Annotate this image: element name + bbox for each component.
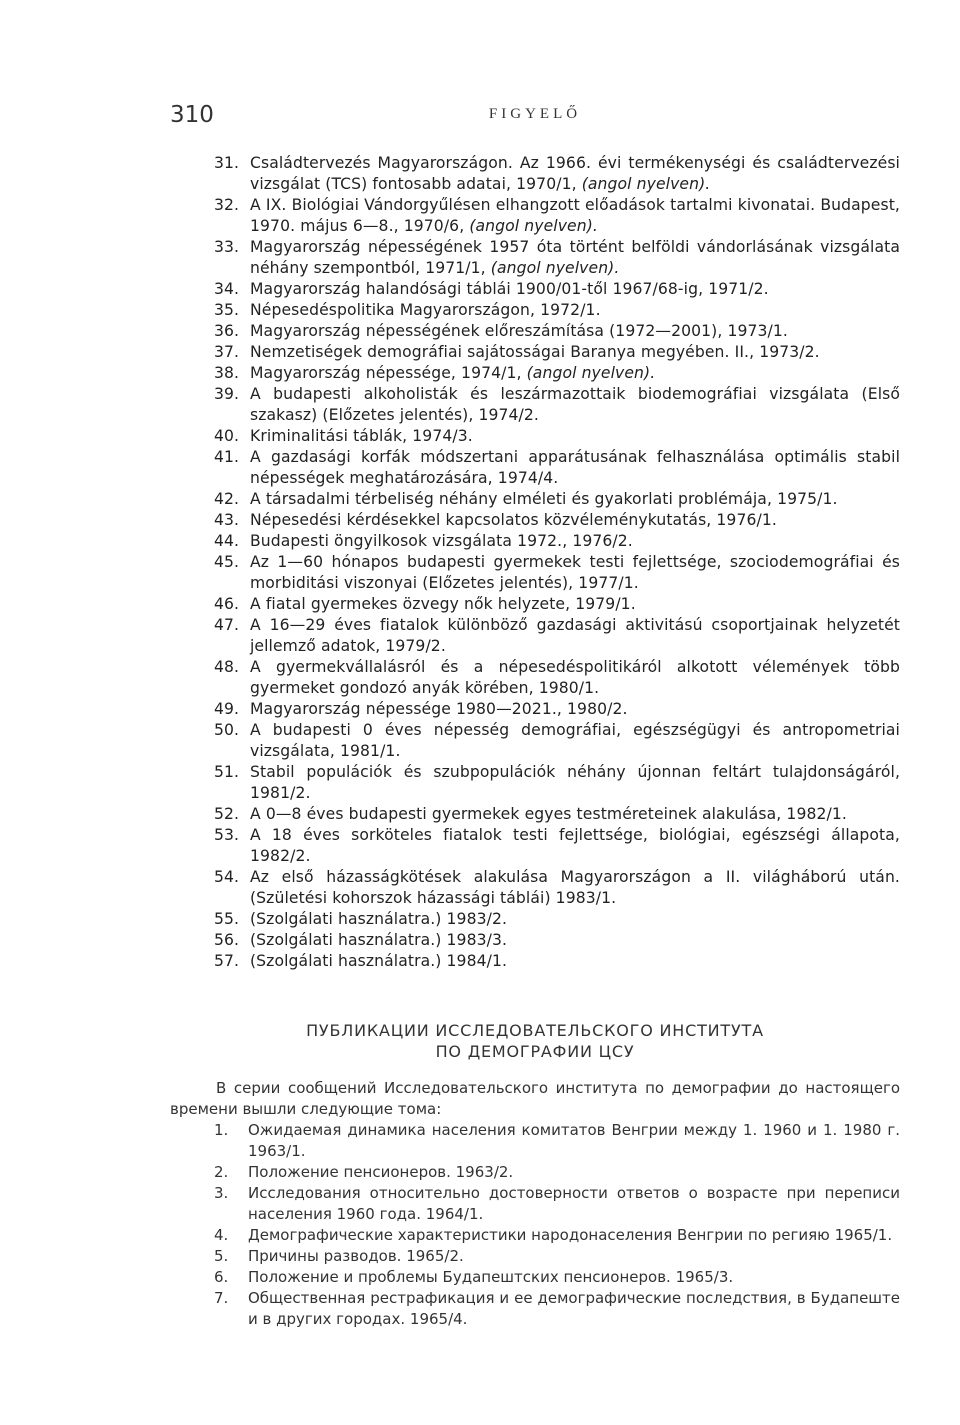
item-text: A társadalmi térbeliség néhány elméleti és gyakorlati problémája, 1975/1. xyxy=(250,490,838,508)
item-text: Kriminalitási táblák, 1974/3. xyxy=(250,427,473,445)
item-number: 54. xyxy=(214,868,240,886)
item-number: 53. xyxy=(214,826,240,844)
item-number: 57. xyxy=(214,952,240,970)
item-text: Nemzetiségek demográfiai sajátosságai Baranya megyében. II., 1973/2. xyxy=(250,343,820,361)
item-number: 46. xyxy=(214,595,240,613)
list-item xyxy=(214,153,900,195)
list-item xyxy=(214,510,900,531)
item-number: 41. xyxy=(214,448,240,466)
item-text: Исследования относительно достоверности ответов о возрасте при переписи населения 1960 года. 1964/1. xyxy=(248,1184,900,1223)
item-language-note: (angol nyelven). xyxy=(469,217,598,235)
russian-heading-line-1: ПУБЛИКАЦИИ ИССЛЕДОВАТЕЛЬСКОГО ИНСТИТУТА xyxy=(306,1021,764,1040)
item-text: (Szolgálati használatra.) 1984/1. xyxy=(250,952,508,970)
item-number: 2. xyxy=(214,1163,229,1181)
item-number: 55. xyxy=(214,910,240,928)
russian-intro-paragraph: В серии сообщений Исследовательского института по демографии до настоящего времени вышли следующие тома: xyxy=(170,1079,900,1118)
list-item xyxy=(214,1267,900,1288)
item-text: A IX. Biológiai Vándorgyűlésen elhangzott előadások tartalmi kivonatai. Budapest, 1970. május 6—8., 1970/6, xyxy=(250,196,900,235)
item-number: 5. xyxy=(214,1247,229,1265)
list-item xyxy=(214,384,900,426)
hungarian-publication-list xyxy=(214,153,900,972)
list-item xyxy=(214,1162,900,1183)
item-number: 56. xyxy=(214,931,240,949)
list-item xyxy=(214,825,900,867)
list-item xyxy=(214,657,900,699)
item-number: 47. xyxy=(214,616,240,634)
list-item xyxy=(214,237,900,279)
item-text: Положение и проблемы Будапештских пенсионеров. 1965/3. xyxy=(248,1268,734,1286)
item-number: 39. xyxy=(214,385,240,403)
item-number: 51. xyxy=(214,763,240,781)
item-language-note: (angol nyelven). xyxy=(581,175,711,193)
item-text: A 0—8 éves budapesti gyermekek egyes testméreteinek alakulása, 1982/1. xyxy=(250,805,847,823)
item-text: Причины разводов. 1965/2. xyxy=(248,1247,464,1265)
item-text: (Szolgálati használatra.) 1983/2. xyxy=(250,910,508,928)
russian-heading-line-2: ПО ДЕМОГРАФИИ ЦСУ xyxy=(435,1042,635,1061)
item-number: 31. xyxy=(214,154,240,172)
item-text: Magyarország halandósági táblái 1900/01-től 1967/68-ig, 1971/2. xyxy=(250,280,769,298)
item-text: Népesedési kérdésekkel kapcsolatos közvéleménykutatás, 1976/1. xyxy=(250,511,777,529)
list-item xyxy=(214,909,900,930)
item-number: 38. xyxy=(214,364,240,382)
item-number: 33. xyxy=(214,238,240,256)
russian-publication-list xyxy=(214,1120,900,1330)
item-text: A gyermekvállalásról és a népesedéspolitikáról alkotott vélemények több gyermeket gondozó anyák körében, 1980/1. xyxy=(250,658,900,697)
list-item xyxy=(214,1120,900,1162)
item-text: Népesedéspolitika Magyarországon, 1972/1. xyxy=(250,301,601,319)
item-text: Budapesti öngyilkosok vizsgálata 1972., 1976/2. xyxy=(250,532,633,550)
item-number: 1. xyxy=(214,1121,229,1139)
item-number: 35. xyxy=(214,301,240,319)
list-item xyxy=(214,762,900,804)
list-item xyxy=(214,1225,900,1246)
list-item xyxy=(214,1183,900,1225)
item-text: A 16—29 éves fiatalok különböző gazdasági aktivitású csoportjainak helyzetét jellemző adatok, 1979/2. xyxy=(250,616,900,655)
list-item xyxy=(214,279,900,300)
item-number: 45. xyxy=(214,553,240,571)
item-number: 6. xyxy=(214,1268,229,1286)
item-number: 37. xyxy=(214,343,240,361)
list-item xyxy=(214,426,900,447)
item-number: 34. xyxy=(214,280,240,298)
item-text: Magyarország népességének 1957 óta történt belföldi vándorlásának vizsgálata néhány szempontból, 1971/1, xyxy=(250,238,900,277)
list-item xyxy=(214,489,900,510)
running-title: FIGYELŐ xyxy=(488,106,582,122)
item-text: Stabil populációk és szubpopulációk néhány újonnan feltárt tulajdonságáról, 1981/2. xyxy=(250,763,900,802)
item-number: 42. xyxy=(214,490,240,508)
item-text: Az 1—60 hónapos budapesti gyermekek testi fejlettsége, szociodemográfiai és morbiditási viszonyai (Előzetes jelentés), 1977/1. xyxy=(250,553,900,592)
item-text: Magyarország népessége, 1974/1, xyxy=(250,364,527,382)
list-item xyxy=(214,195,900,237)
list-item xyxy=(214,363,900,384)
list-item xyxy=(214,594,900,615)
item-text: Демографические характеристики народонаселения Венгрии по регияю 1965/1. xyxy=(248,1226,893,1244)
list-item xyxy=(214,1246,900,1267)
item-number: 4. xyxy=(214,1226,229,1244)
item-language-note: (angol nyelven). xyxy=(490,259,620,277)
list-item xyxy=(214,447,900,489)
item-text: A budapesti 0 éves népesség demográfiai, egészségügyi és antropometriai vizsgálata, 1981/1. xyxy=(250,721,900,760)
russian-section-heading xyxy=(170,1020,900,1062)
item-number: 52. xyxy=(214,805,240,823)
page-header xyxy=(170,102,900,132)
item-text: Ожидаемая динамика населения комитатов Венгрии между 1. 1960 и 1. 1980 г. 1963/1. xyxy=(248,1121,900,1160)
list-item xyxy=(214,552,900,594)
item-number: 32. xyxy=(214,196,240,214)
item-language-note: (angol nyelven). xyxy=(526,364,656,382)
item-number: 48. xyxy=(214,658,240,676)
item-number: 50. xyxy=(214,721,240,739)
list-item xyxy=(214,699,900,720)
item-text: Magyarország népessége 1980—2021., 1980/2. xyxy=(250,700,628,718)
item-number: 36. xyxy=(214,322,240,340)
item-text: A budapesti alkoholisták és leszármazottaik biodemográfiai vizsgálata (Első szakasz) (Előzetes jelentés), 1974/2. xyxy=(250,385,900,424)
item-text: Családtervezés Magyarországon. Az 1966. évi termékenységi és családtervezési vizsgálat (TCS) fontosabb adatai, 1970/1, xyxy=(250,154,900,193)
list-item xyxy=(214,1288,900,1330)
list-item xyxy=(214,342,900,363)
item-number: 3. xyxy=(214,1184,229,1202)
item-number: 40. xyxy=(214,427,240,445)
item-text: Общественная рестрафикация и ее демографические последствия, в Будапеште и в других городах. 1965/4. xyxy=(248,1289,900,1328)
item-text: A 18 éves sorköteles fiatalok testi fejlettsége, biológiai, egészségi állapota, 1982/2. xyxy=(250,826,900,865)
item-text: Положение пенсионеров. 1963/2. xyxy=(248,1163,514,1181)
list-item xyxy=(214,930,900,951)
item-number: 49. xyxy=(214,700,240,718)
list-item xyxy=(214,321,900,342)
list-item xyxy=(214,867,900,909)
item-number: 44. xyxy=(214,532,240,550)
list-item xyxy=(214,720,900,762)
item-text: A gazdasági korfák módszertani apparátusának felhasználása optimális stabil népességek meghatározására, 1974/4. xyxy=(250,448,900,487)
list-item xyxy=(214,531,900,552)
item-text: (Szolgálati használatra.) 1983/3. xyxy=(250,931,508,949)
list-item xyxy=(214,951,900,972)
item-number: 43. xyxy=(214,511,240,529)
item-number: 7. xyxy=(214,1289,229,1307)
list-item xyxy=(214,804,900,825)
item-text: A fiatal gyermekes özvegy nők helyzete, 1979/1. xyxy=(250,595,636,613)
item-text: Az első házasságkötések alakulása Magyarországon a II. világháború után. (Születési kohorszok házassági táblái) 1983/1. xyxy=(250,868,900,907)
list-item xyxy=(214,300,900,321)
list-item xyxy=(214,615,900,657)
item-text: Magyarország népességének előreszámítása (1972—2001), 1973/1. xyxy=(250,322,788,340)
page-number: 310 xyxy=(170,102,214,128)
